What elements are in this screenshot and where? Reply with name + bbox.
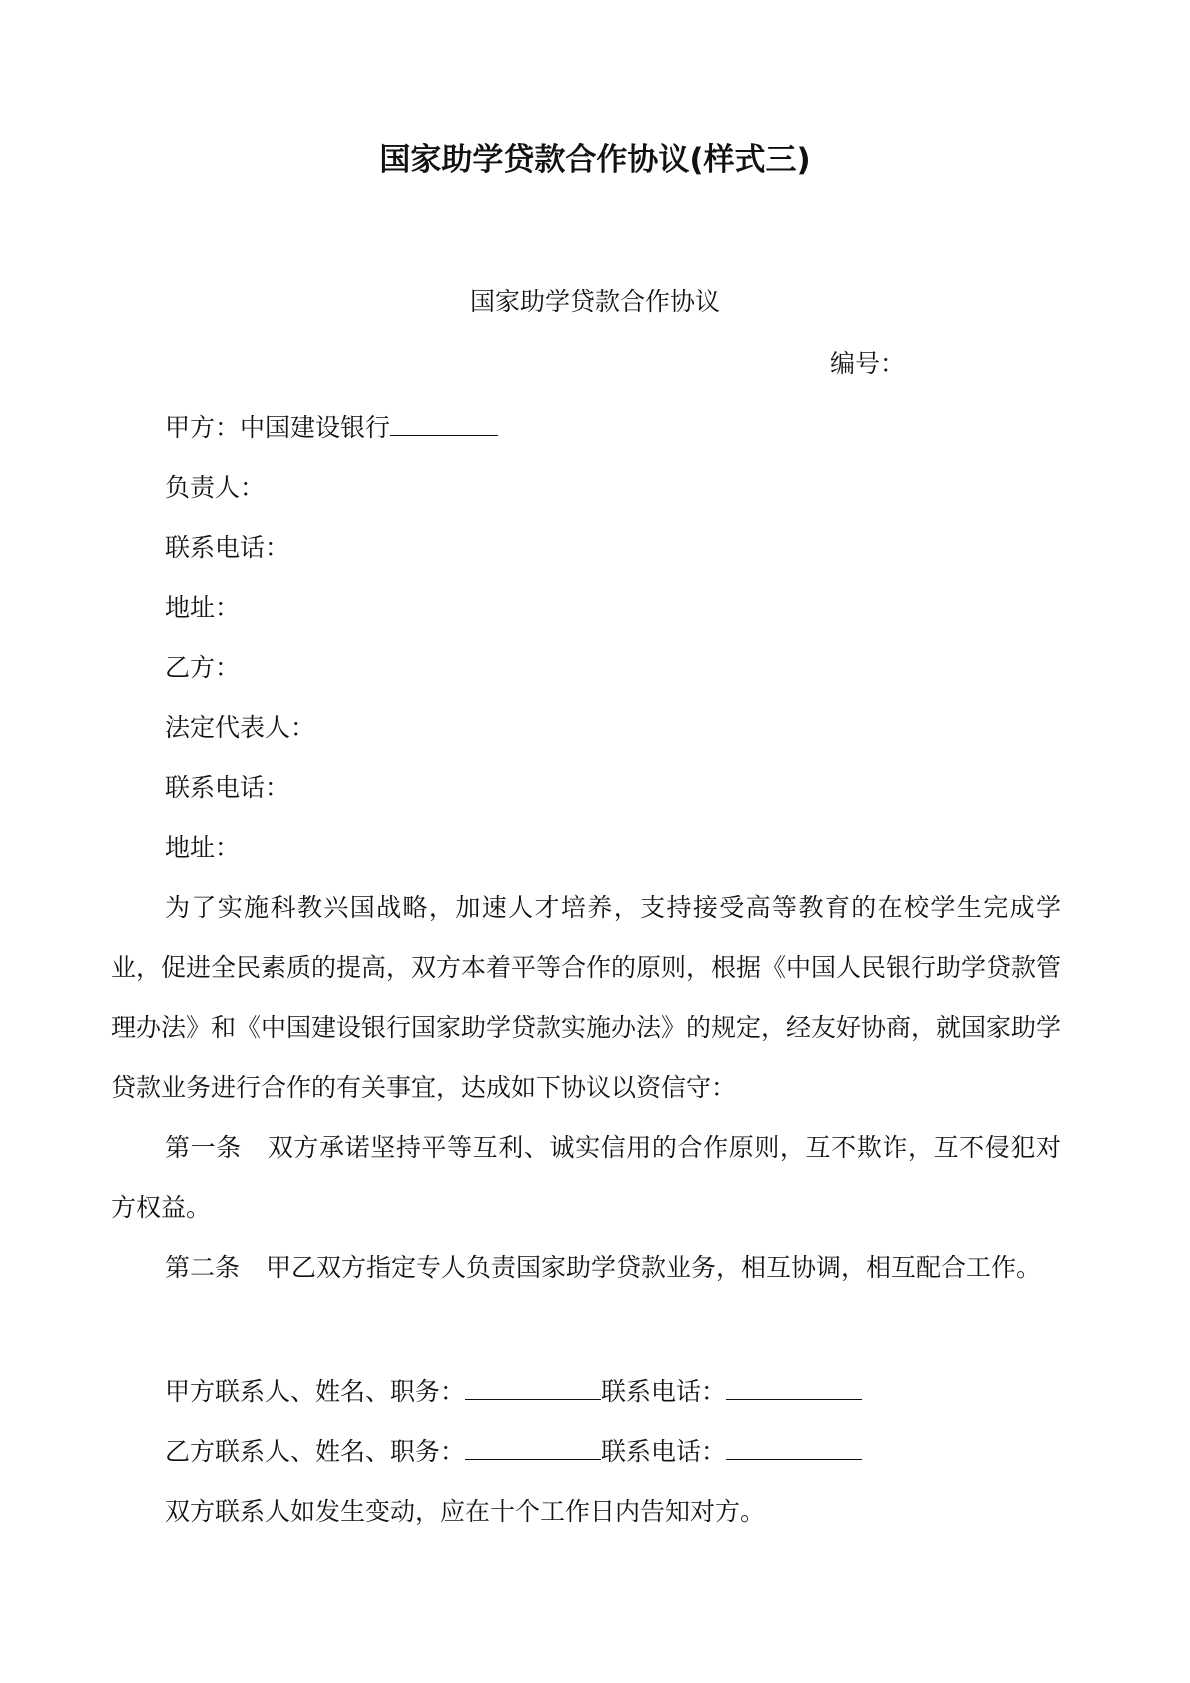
party-b-contact-line <box>165 1434 862 1470</box>
party-b-contact-phone-blank <box>726 1437 862 1460</box>
party-b-label: 乙方： <box>165 653 241 682</box>
party-a-contact-phone-label: 联系电话： <box>601 1377 727 1406</box>
article-1-text: 双方承诺坚持平等互利、诚实信用的合作原则，互不欺诈，互不侵犯对方权益。 <box>111 1133 1061 1222</box>
article-1-label: 第一条 <box>165 1133 242 1162</box>
party-a-label: 甲方：中国建设银行 <box>165 413 391 442</box>
party-a-contact-phone-blank <box>726 1377 862 1400</box>
party-a-phone: 联系电话： <box>165 533 291 562</box>
party-a-contact-blank <box>465 1377 601 1400</box>
party-a-blank <box>390 413 498 436</box>
party-b-contact-label: 乙方联系人、姓名、职务： <box>165 1437 466 1466</box>
party-a-contact-line <box>165 1374 862 1410</box>
party-b-legal-rep: 法定代表人： <box>165 713 316 742</box>
party-b-address: 地址： <box>165 833 241 862</box>
party-b-phone: 联系电话： <box>165 773 291 802</box>
article-2-text: 甲乙双方指定专人负责国家助学贷款业务，相互协调，相互配合工作。 <box>266 1253 1042 1282</box>
article-2 <box>111 1238 1061 1298</box>
document-number-label: 编号： <box>830 349 906 378</box>
party-b-contact-phone-label: 联系电话： <box>601 1437 727 1466</box>
document-title: 国家助学贷款合作协议(样式三) <box>379 142 811 178</box>
contact-change-notice: 双方联系人如发生变动，应在十个工作日内告知对方。 <box>165 1497 766 1526</box>
intro-paragraph: 为了实施科教兴国战略，加速人才培养，支持接受高等教育的在校学生完成学业，促进全民素质的提高，双方本着平等合作的原则，根据《中国人民银行助学贷款管理办法》和《中国建设银行国家助学贷款实施办法》的规定，经友好协商，就国家助学贷款业务进行合作的有关事宜，达成如下协议以资信守： <box>111 893 1062 1102</box>
article-2-label: 第二条 <box>165 1253 241 1282</box>
agreement-subtitle: 国家助学贷款合作协议 <box>469 287 720 316</box>
party-a-responsible: 负责人： <box>165 473 266 502</box>
party-a-address: 地址： <box>165 593 241 622</box>
party-b-contact-blank <box>465 1437 601 1460</box>
party-a-contact-label: 甲方联系人、姓名、职务： <box>165 1377 466 1406</box>
article-1 <box>111 1118 1061 1238</box>
party-a-line <box>165 410 498 446</box>
